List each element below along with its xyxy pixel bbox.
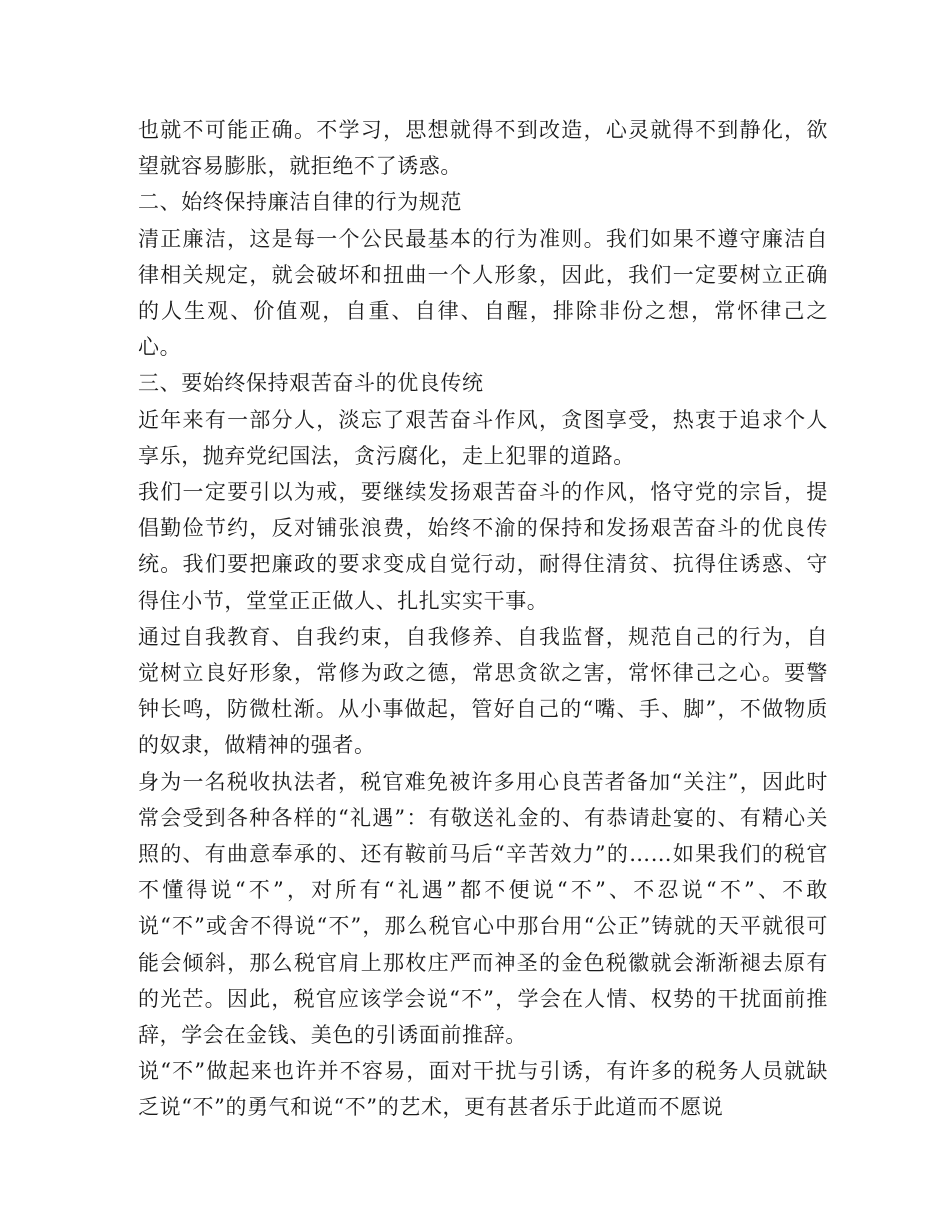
section-heading-2: 二、始终保持廉洁自律的行为规范 [138, 190, 462, 215]
paragraph-tax-official: 身为一名税收执法者，税官难免被许多用心良苦者备加“关注”，因此时常会受到各种各样的“礼遇”：有敬送礼金的、有恭请赴宴的、有精心关照的、有曲意奉承的、还有鞍前马后“辛苦效力”的……如果我们的税官不懂得说“不”，对所有“礼遇”都不便说“不”、不忍说“不”、不敢说“不”或舍不得说“不”，那么税官心中那台用“公正”铸就的天平就很可能会倾斜，那么税官肩上那枚庄严而神圣的金色税徽就会渐渐褪去原有的光芒。因此，税官应该学会说“不”，学会在人情、权势的干扰面前推辞，学会在金钱、美色的引诱面前推辞。 [138, 769, 828, 1048]
paragraph-continuation: 也就不可能正确。不学习，思想就得不到改造，心灵就得不到静化，欲望就容易膨胀，就拒绝不了诱惑。 [138, 118, 828, 179]
paragraph-recent-years: 近年来有一部分人，淡忘了艰苦奋斗作风，贪图享受，热衷于追求个人享乐，抛弃党纪国法，贪污腐化，走上犯罪的道路。 [138, 407, 828, 468]
paragraph-warning: 我们一定要引以为戒，要继续发扬艰苦奋斗的作风，恪守党的宗旨，提倡勤俭节约，反对铺张浪费，始终不渝的保持和发扬艰苦奋斗的优良传统。我们要把廉政的要求变成自觉行动，耐得住清贫、抗得住诱惑、守得住小节，堂堂正正做人、扎扎实实干事。 [138, 480, 828, 613]
paragraph-integrity: 清正廉洁，这是每一个公民最基本的行为准则。我们如果不遵守廉洁自律相关规定，就会破坏和扭曲一个人形象，因此，我们一定要树立正确的人生观、价值观，自重、自律、自醒，排除非份之想，常怀律己之心。 [138, 226, 828, 360]
paragraph-self-discipline: 通过自我教育、自我约束，自我修养、自我监督，规范自己的行为，自觉树立良好形象，常修为政之德，常思贪欲之害，常怀律己之心。要警钟长鸣，防微杜渐。从小事做起，管好自己的“嘴、手、脚”，不做物质的奴隶，做精神的强者。 [138, 624, 828, 758]
paragraph-saying-no: 说“不”做起来也许并不容易，面对干扰与引诱，有许多的税务人员就缺乏说“不”的勇气和说“不”的艺术，更有甚者乐于此道而不愿说 [138, 1059, 828, 1120]
document-body [138, 112, 828, 1126]
section-heading-3: 三、要始终保持艰苦奋斗的优良传统 [138, 371, 484, 396]
